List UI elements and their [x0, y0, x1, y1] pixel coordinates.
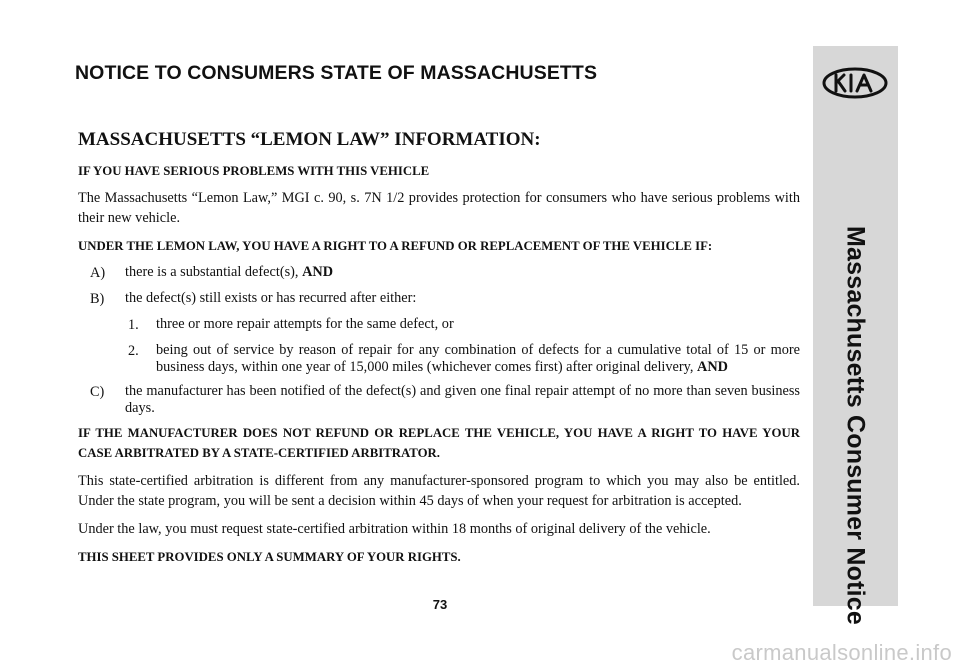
rights-heading: UNDER THE LEMON LAW, YOU HAVE A RIGHT TO A REFUND OR REPLACEMENT OF THE VEHICLE IF:: [78, 239, 713, 253]
condition-c-label: C): [90, 384, 105, 400]
condition-b1-label: 1.: [128, 317, 139, 333]
condition-c: [78, 382, 800, 417]
condition-b-text: the defect(s) still exists or has recurred after either:: [125, 290, 417, 306]
condition-b: [78, 289, 800, 309]
condition-a-and: AND: [302, 264, 334, 280]
condition-a-label: A): [90, 265, 106, 281]
condition-b2-label: 2.: [128, 343, 139, 359]
condition-b2-body: being out of service by reason of repair for any combination of defects for a cumulative total of 15 or more business days, within one year of 15,000 miles (whichever comes first) after original delivery,: [156, 342, 800, 375]
notice-body: [78, 128, 800, 574]
summary-note: THIS SHEET PROVIDES ONLY A SUMMARY OF YOUR RIGHTS.: [78, 550, 461, 564]
kia-logo: [821, 66, 889, 100]
section-heading: MASSACHUSETTS “LEMON LAW” INFORMATION:: [78, 129, 541, 150]
page-number: 73: [432, 597, 448, 612]
page-title: NOTICE TO CONSUMERS STATE OF MASSACHUSETTS: [75, 62, 598, 84]
deadline-paragraph: Under the law, you must request state-certified arbitration within 18 months of original delivery of the vehicle.: [78, 521, 711, 537]
condition-a: [78, 263, 800, 283]
arbitration-paragraph: This state-certified arbitration is different from any manufacturer-sponsored program to which you may also be entitled. Under the state program, you will be sent a decision within 45 days of when your request for arbitration is accepted.: [78, 473, 800, 509]
watermark: carmanualsonline.info: [731, 640, 952, 665]
problems-heading: IF YOU HAVE SERIOUS PROBLEMS WITH THIS VEHICLE: [78, 164, 430, 178]
arbitration-heading: IF THE MANUFACTURER DOES NOT REFUND OR REPLACE THE VEHICLE, YOU HAVE A RIGHT TO HAVE YOUR CASE ARBITRATED BY A STATE-CERTIFIED ARBITRATOR.: [78, 426, 800, 460]
intro-paragraph: The Massachusetts “Lemon Law,” MGI c. 90, s. 7N 1/2 provides protection for consumers who have serious problems with their new vehicle.: [78, 190, 800, 226]
condition-c-text: the manufacturer has been notified of the defect(s) and given one final repair attempt of no more than seven business days.: [125, 383, 800, 416]
condition-b2-text: [156, 341, 800, 376]
condition-a-text: [125, 263, 800, 283]
condition-b1-text: three or more repair attempts for the same defect, or: [156, 316, 454, 332]
condition-b2-and: AND: [697, 359, 728, 375]
condition-a-body: there is a substantial defect(s),: [125, 264, 303, 280]
side-tab-label: Massachusetts Consumer Notice: [841, 226, 870, 625]
condition-b1: [78, 315, 800, 335]
condition-b2: [78, 341, 800, 376]
condition-b-label: B): [90, 291, 105, 307]
side-tab: [813, 46, 898, 625]
